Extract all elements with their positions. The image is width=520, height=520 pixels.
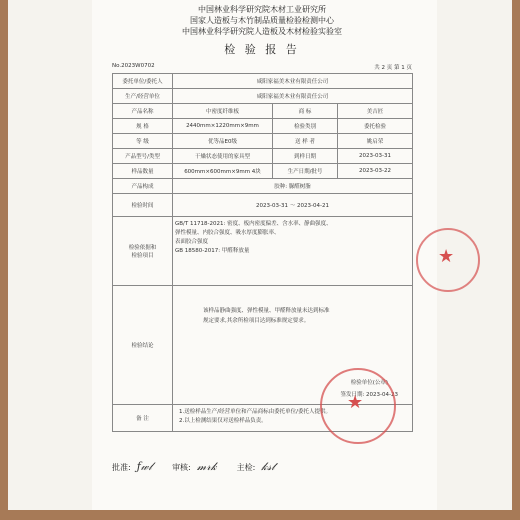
cell-value: 美吉匠 [338, 104, 413, 119]
table-row [113, 217, 413, 286]
institute-line-1: 中国林业科学研究院木材工业研究所 [198, 5, 326, 14]
cell-label: 样品数量 [113, 164, 173, 179]
table-row [113, 74, 413, 89]
cell-value: 干燥状态使用的家具型 [173, 149, 273, 164]
table-row [113, 89, 413, 104]
table-row [113, 164, 413, 179]
cell-value: 2023-03-31 [338, 149, 413, 164]
cell-label: 规 格 [113, 119, 173, 134]
table-row [113, 104, 413, 119]
seal-star-icon: ★ [438, 246, 455, 267]
cell-label: 检验时间 [113, 194, 173, 217]
institute-line-3: 中国林业科学研究院人造板及木材检验实验室 [182, 27, 342, 36]
conclusion-date: 签发日期: 2023-04-23 [340, 392, 399, 398]
cell-label: 备 注 [113, 405, 173, 432]
cell-label: 到样日期 [273, 149, 338, 164]
page-count: 共 2 页 第 1 页 [374, 65, 412, 71]
cell-label: 商 标 [273, 104, 338, 119]
cell-label: 检验结论 [113, 286, 173, 405]
cell-value: 咸阳家福美木业有限责任公司 [173, 89, 413, 104]
report-meta [112, 63, 412, 71]
main-label: 主检: [236, 462, 256, 472]
cell-value: GB/T 11718-2021: 密度、板内密度偏差、含水率、静曲强度、 弹性模量、内胶合强度、吸水厚度膨胀率、 表面胶合强度 GB 18580-2017: 甲醛释放量 [173, 217, 413, 286]
conclusion-text: 该样品静曲强度、弹性模量、甲醛释放量未达到标准 规定要求,其余所检项目达到标准规定要求。 [203, 308, 330, 324]
cell-value: 胶种: 脲醛树脂 [173, 179, 413, 194]
cell-value: 优等品E0级 [173, 134, 273, 149]
approve-label: 批准: [112, 462, 131, 472]
cell-label: 生产日期/批号 [273, 164, 338, 179]
cell-value: 姚启荣 [338, 134, 413, 149]
cell-value: 咸阳家福美木业有限责任公司 [173, 74, 413, 89]
table-row [113, 149, 413, 164]
cell-label: 送 样 者 [273, 134, 338, 149]
review-signature: 𝓂𝓇𝓀 [196, 460, 217, 473]
report-title: 检 验 报 告 [224, 43, 300, 56]
cell-value: 2023-03-22 [338, 164, 413, 179]
cell-value: 委托检验 [338, 119, 413, 134]
inspection-report [112, 4, 412, 432]
cell-label: 产品型号/类型 [113, 149, 173, 164]
table-row [113, 134, 413, 149]
table-row [113, 194, 413, 217]
table-row [113, 179, 413, 194]
review-label: 审核: [172, 462, 191, 472]
cell-value: 600mm×600mm×9mm 4块 [173, 164, 273, 179]
cell-label: 检验依据和 检验项目 [113, 217, 173, 286]
main-signature: 𝓀𝓈𝓉 [261, 460, 275, 473]
cell-label: 检验类别 [273, 119, 338, 134]
approve-signature: ƒ𝓌𝓁 [136, 460, 153, 473]
cell-label: 产品构成 [113, 179, 173, 194]
cell-value: 2440mm×1220mm×9mm [173, 119, 273, 134]
signature-row [112, 460, 412, 474]
cell-label: 等 级 [113, 134, 173, 149]
conclusion-seal-label: 检验单位(公章) [350, 380, 389, 386]
cell-value: 1.送检样品生产/经营单位和产品商标由委托单位/委托人提供。 2.以上检测结果仅对送检样品负责。 [173, 405, 413, 432]
cell-label: 产品名称 [113, 104, 173, 119]
report-number: No.2023W0702 [112, 63, 155, 69]
cell-label: 生产/经营单位 [113, 89, 173, 104]
seal-star-icon: ★ [347, 392, 364, 413]
table-row [113, 119, 413, 134]
institute-line-2: 国家人造板与木竹制品质量检验检测中心 [190, 16, 334, 25]
cell-value: 中密度纤维板 [173, 104, 273, 119]
cell-label: 委托单位/委托人 [113, 74, 173, 89]
cell-value: 2023-03-31 ～ 2023-04-21 [173, 194, 413, 217]
